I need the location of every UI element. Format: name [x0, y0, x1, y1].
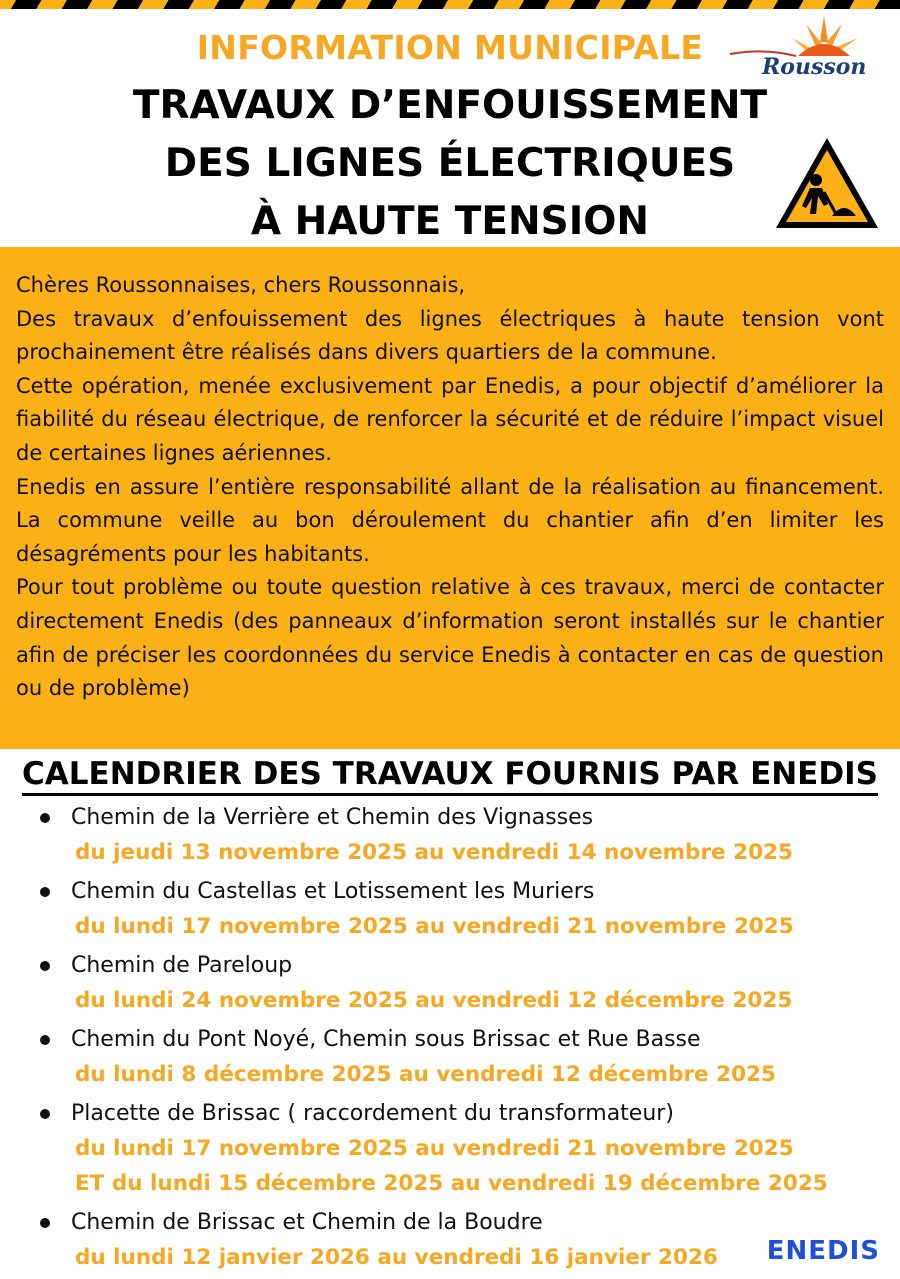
list-item: [38, 1205, 878, 1275]
bullet-icon: [40, 1109, 50, 1119]
bullet-icon: [40, 1218, 50, 1228]
schedule-dates: du lundi 12 janvier 2026 au vendredi 16 janvier 2026: [75, 1245, 718, 1270]
schedule-place-label: Placette de Brissac ( raccordement du transformateur): [71, 1101, 674, 1126]
schedule-place: [38, 1096, 878, 1131]
roadworks-warning-icon: [772, 134, 882, 234]
schedule-dates: du jeudi 13 novembre 2025 au vendredi 14 novembre 2025: [75, 840, 793, 865]
page-title: [0, 77, 900, 251]
schedule-place: [38, 1205, 878, 1240]
title-line: À HAUTE TENSION: [250, 199, 650, 244]
bullet-icon: [40, 813, 50, 823]
calendar-heading-text: CALENDRIER DES TRAVAUX FOURNIS PAR ENEDIS: [22, 756, 878, 796]
schedule-dates: ET du lundi 15 décembre 2025 au vendredi 19 décembre 2025: [75, 1171, 828, 1196]
schedule-place-label: Chemin de Pareloup: [71, 953, 293, 978]
intro-paragraph: Des travaux d’enfouissement des lignes électriques à haute tension vont prochainement être réalisés dans divers quartiers de la commune.: [16, 306, 884, 365]
schedule-place: [38, 948, 878, 983]
calendar-heading: [0, 756, 900, 792]
rousson-logo: [726, 12, 874, 82]
schedule-dates: du lundi 24 novembre 2025 au vendredi 12 décembre 2025: [75, 988, 793, 1013]
schedule-place-label: Chemin de Brissac et Chemin de la Boudre: [71, 1210, 543, 1235]
enedis-logo: ENEDIS: [766, 1236, 880, 1266]
schedule-place-label: Chemin du Castellas et Lotissement les Muriers: [71, 879, 595, 904]
schedule-place-label: Chemin de la Verrière et Chemin des Vignasses: [71, 805, 594, 830]
list-item: [38, 948, 878, 1018]
list-item: [38, 1096, 878, 1201]
intro-greeting: Chères Roussonnaises, chers Roussonnais,: [16, 273, 466, 297]
bullet-icon: [40, 961, 50, 971]
kicker-title: INFORMATION MUNICIPALE: [196, 28, 704, 67]
list-item: [38, 800, 878, 870]
sun-rays-icon: [792, 16, 858, 56]
intro-panel: [0, 247, 900, 749]
list-item: [38, 874, 878, 944]
intro-paragraph: Enedis en assure l’entière responsabilité allant de la réalisation au financement. La commune veille au bon déroulement du chantier afin d’en limiter les désagréments pour les habitants.: [16, 474, 884, 566]
intro-paragraph: Cette opération, menée exclusivement par Enedis, a pour objectif d’améliorer la fiabilité du réseau électrique, de renforcer la sécurité et de réduire l’impact visuel de certaines lignes aériennes.: [16, 373, 884, 465]
schedule-place-label: Chemin du Pont Noyé, Chemin sous Brissac et Rue Basse: [71, 1027, 701, 1052]
schedule-place: [38, 1022, 878, 1057]
schedule-place: [38, 800, 878, 835]
schedule-list: [38, 800, 878, 1279]
schedule-dates: du lundi 17 novembre 2025 au vendredi 21 novembre 2025: [75, 914, 794, 939]
hazard-stripe-border: [0, 0, 900, 9]
schedule-place: [38, 874, 878, 909]
logo-text: Rousson: [762, 54, 867, 80]
list-item: [38, 1022, 878, 1092]
title-line: DES LIGNES ÉLECTRIQUES: [164, 141, 736, 186]
bullet-icon: [40, 887, 50, 897]
schedule-dates: du lundi 8 décembre 2025 au vendredi 12 décembre 2025: [75, 1062, 776, 1087]
title-line: TRAVAUX D’ENFOUISSEMENT: [132, 83, 768, 128]
intro-paragraph: Pour tout problème ou toute question relative à ces travaux, merci de contacter directement Enedis (des panneaux d’information seront installés sur le chantier afin de préciser les coordonnées du service Enedis à contacter en cas de question ou de problème): [16, 575, 884, 701]
schedule-dates: du lundi 17 novembre 2025 au vendredi 21 novembre 2025: [75, 1136, 794, 1161]
bullet-icon: [40, 1035, 50, 1045]
intro-text: [16, 269, 884, 706]
